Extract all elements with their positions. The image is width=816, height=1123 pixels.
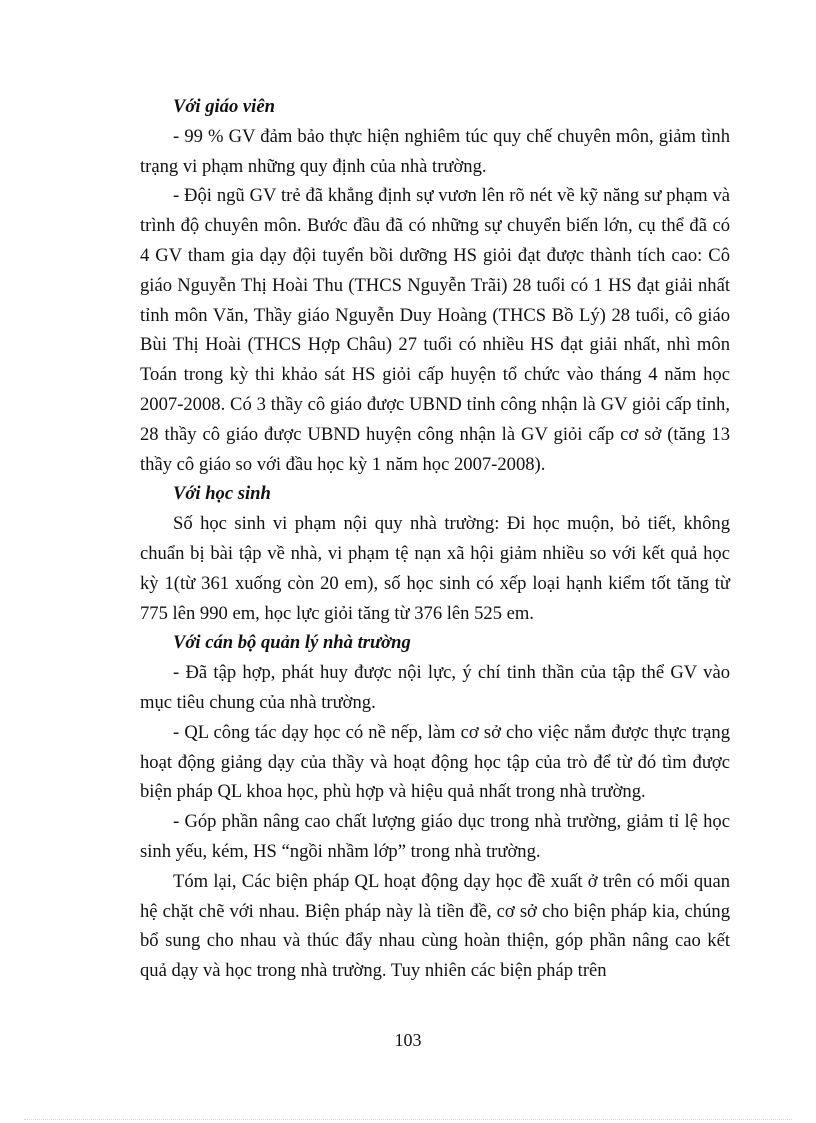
- paragraph: - QL công tác dạy học có nề nếp, làm cơ sở cho việc nắm được thực trạng hoạt động giảng dạy của thầy và hoạt động học tập của trò để từ đó tìm được biện pháp QL khoa học, phù hợp và hiệu quả nhất trong nhà trường.: [140, 721, 730, 803]
- paragraph: - Đã tập hợp, phát huy được nội lực, ý chí tinh thần của tập thể GV vào mục tiêu chung của nhà trường.: [140, 662, 730, 713]
- section-heading: Với học sinh: [173, 483, 271, 505]
- conclusion-paragraph: Tóm lại, Các biện pháp QL hoạt động dạy học đề xuất ở trên có mối quan hệ chặt chẽ với nhau. Biện pháp này là tiền đề, cơ sở cho biện pháp kia, chúng bổ sung cho nhau và thúc đẩy nhau cùng hoàn thiện, góp phần nâng cao kết quả dạy và học trong nhà trường. Tuy nhiên các biện pháp trên: [140, 870, 730, 982]
- section-heading: Với giáo viên: [173, 96, 275, 117]
- section-teachers: [140, 92, 730, 479]
- paragraph: - Góp phần nâng cao chất lượng giáo dục trong nhà trường, giảm tỉ lệ học sinh yếu, kém, HS “ngồi nhầm lớp” trong nhà trường.: [140, 811, 730, 862]
- paragraph: Số học sinh vi phạm nội quy nhà trường: Đi học muộn, bỏ tiết, không chuẩn bị bài tập về nhà, vi phạm tệ nạn xã hội giảm nhiều so với kết quả học kỳ 1(từ 361 xuống còn 20 em), số học sinh có xếp loại hạnh kiểm tốt tăng từ 775 lên 990 em, học lực giỏi tăng từ 376 lên 525 em.: [140, 513, 730, 624]
- section-students: [140, 479, 730, 628]
- page-body: [140, 92, 730, 986]
- section-heading: Với cán bộ quản lý nhà trường: [173, 632, 411, 654]
- paragraph: - Đội ngũ GV trẻ đã khẳng định sự vươn lên rõ nét về kỹ năng sư phạm và trình độ chuyên môn. Bước đầu đã có những sự chuyển biến lớn, cụ thể đã có 4 GV tham gia dạy đội tuyển bồi dưỡng HS giỏi đạt được thành tích cao: Cô giáo Nguyễn Thị Hoài Thu (THCS Nguyễn Trãi) 28 tuổi có 1 HS đạt giải nhất tỉnh môn Văn, Thầy giáo Nguyễn Duy Hoàng (THCS Bồ Lý) 28 tuổi, cô giáo Bùi Thị Hoài (THCS Hợp Châu) 27 tuổi có nhiều HS đạt giải nhất, nhì môn Toán trong kỳ thi khảo sát HS giỏi cấp huyện tổ chức vào tháng 4 năm học 2007-2008. Có 3 thầy cô giáo được UBND tỉnh công nhận là GV giỏi cấp tỉnh, 28 thầy cô giáo được UBND huyện công nhận là GV giỏi cấp cơ sở (tăng 13 thầy cô giáo so với đầu học kỳ 1 năm học 2007-2008).: [140, 185, 730, 475]
- section-school-managers: [140, 628, 730, 866]
- page-number: 103: [394, 1030, 422, 1050]
- page-bottom-divider: [24, 1119, 792, 1120]
- paragraph: - 99 % GV đảm bảo thực hiện nghiêm túc quy chế chuyên môn, giảm tình trạng vi phạm những quy định của nhà trường.: [140, 125, 730, 177]
